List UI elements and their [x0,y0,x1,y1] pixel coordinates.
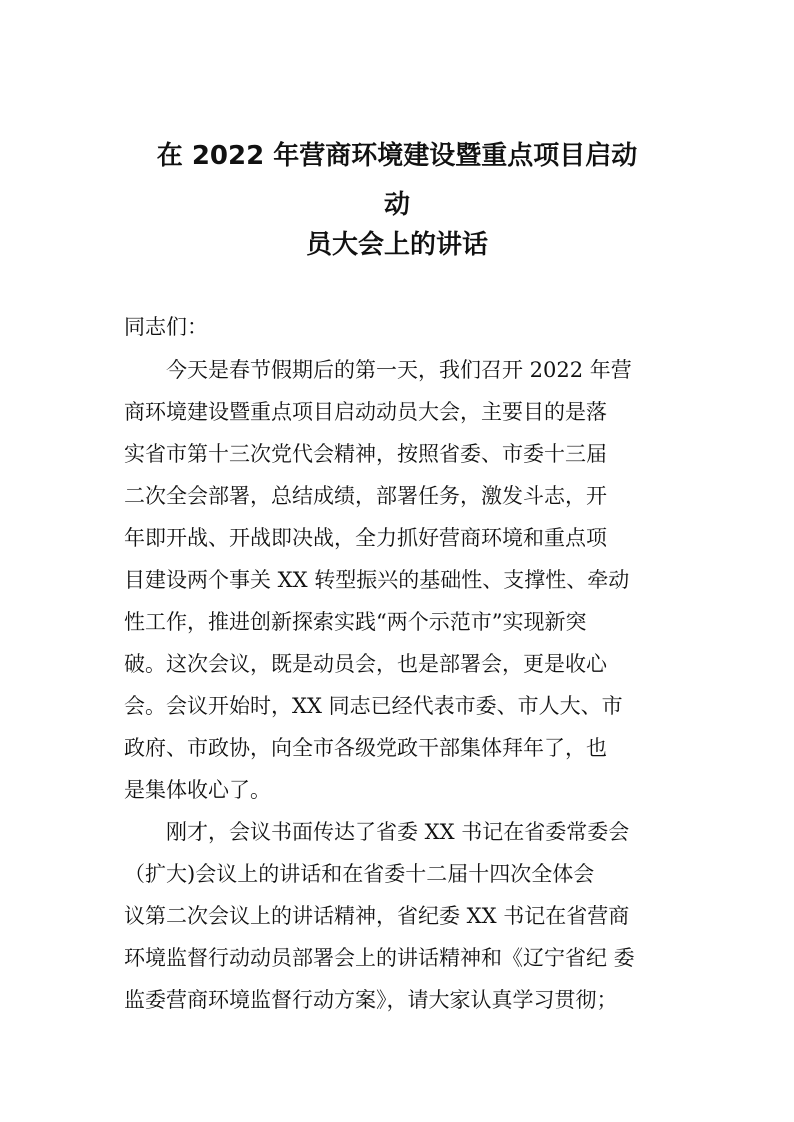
paragraph-line: 议第二次会议上的讲话精神，省纪委 XX 书记在省营商 [124,904,630,928]
document-title-line-3: 员大会上的讲话 [305,230,488,260]
paragraph-line: 实省市第十三次党代会精神，按照省委、市委十三届 [124,442,607,466]
paragraph-line: 破。这次会议，既是动员会，也是部署会，更是收心 [124,652,607,676]
paragraph-line: 监委营商环境监督行动方案》，请大家认真学习贯彻； [124,988,618,1012]
paragraph-line: 是集体收心了。 [124,778,271,802]
paragraph-line: 今天是春节假期后的第一天，我们召开 2022 年营 [166,358,632,382]
paragraph-line: 政府、市政协，向全市各级党政干部集体拜年了，也 [124,736,607,760]
paragraph-line: 二次全会部署，总结成绩，部署任务，激发斗志，开 [124,484,607,508]
paragraph-line: 刚才，会议书面传达了省委 XX 书记在省委常委会 [166,820,630,844]
document-title-line-2: 动 [383,190,410,220]
paragraph-line: （扩大)会议上的讲话和在省委十二届十四次全体会 [124,862,595,886]
salutation: 同志们： [124,315,208,339]
paragraph-line: 性工作，推进创新探索实践“两个示范市”实现新突 [124,610,587,634]
paragraph-line: 商环境建设暨重点项目启动动员大会，主要目的是落 [124,400,607,424]
paragraph-line: 环境监督行动动员部署会上的讲话精神和《辽宁省纪 委 [124,946,635,970]
document-title-line-1: 在 2022 年营商环境建设暨重点项目启动 [156,141,638,171]
paragraph-line: 会。会议开始时，XX 同志已经代表市委、市人大、市 [124,694,623,718]
paragraph-line: 年即开战、开战即决战，全力抓好营商环境和重点项 [124,526,607,550]
paragraph-line: 目建设两个事关 XX 转型振兴的基础性、支撑性、牵动 [124,568,630,592]
